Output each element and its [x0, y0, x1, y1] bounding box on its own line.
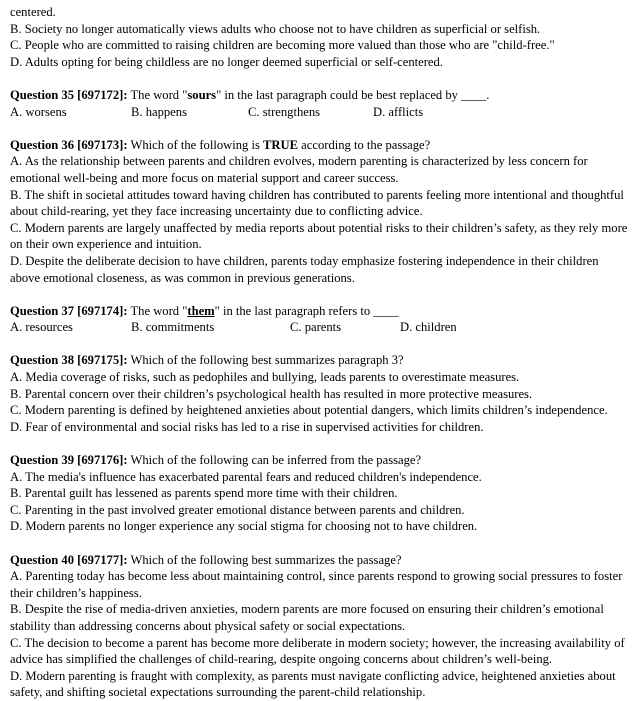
block-spacer [10, 535, 628, 552]
option-38-c[interactable]: C. Modern parenting is defined by heightened anxieties about potential dangers, which limits children’s independence. [10, 403, 608, 418]
question-keyword-35: sours [187, 87, 217, 102]
block-spacer [10, 435, 628, 452]
continuation-line: centered. [10, 5, 56, 19]
option-40-a[interactable]: A. Parenting today has become less about maintaining control, since parents respond to growing social pressures to foster their children’s happiness. [10, 569, 626, 600]
question-label-37: Question 37 [697174]: [10, 303, 128, 318]
question-text-38-pre: Which of the following best summarizes paragraph 3? [127, 353, 404, 368]
option-37-d[interactable]: D. children [400, 320, 457, 335]
option-c[interactable]: C. People who are committed to raising children are becoming more valued than those who are "child-free." [10, 38, 555, 53]
question-stem-36 [10, 137, 628, 154]
question-label-39: Question 39 [697176]: [10, 453, 128, 468]
question-text-36-post: according to the passage? [298, 137, 431, 152]
question-stem-37 [10, 303, 628, 320]
block-spacer [10, 336, 628, 353]
option-b[interactable]: B. Society no longer automatically views adults who choose not to have children as superficial or selfish. [10, 21, 541, 36]
options-row-35 [10, 104, 628, 121]
question-keyword-37: them [187, 303, 215, 318]
question-text-35-pre: The word " [127, 87, 188, 102]
question-stem-40 [10, 552, 628, 569]
option-40-c[interactable]: C. The decision to become a parent has become more deliberate in modern society; however, the increasing availability of advice has simplified the challenges of child-rearing, despite ongoing concerns about children’s well-being. [10, 635, 628, 667]
option-35-c[interactable]: C. strengthens [248, 104, 321, 119]
block-spacer [10, 120, 628, 137]
option-37-a[interactable]: A. resources [10, 320, 73, 335]
option-40-b[interactable]: B. Despite the rise of media-driven anxieties, modern parents are more focused on ensuring their children’s emotional stability than addressing concerns about physical safety or social expectations. [10, 602, 607, 633]
question-text-37-post: " in the last paragraph refers to ____ [214, 303, 399, 318]
question-keyword-36: TRUE [263, 137, 299, 152]
question-text-39-pre: Which of the following can be inferred from the passage? [127, 453, 422, 468]
option-39-b[interactable]: B. Parental guilt has lessened as parents spend more time with their children. [10, 486, 398, 501]
block-spacer [10, 286, 628, 303]
question-block-37 [10, 303, 628, 336]
question-text-40-pre: Which of the following best summarizes the passage? [127, 552, 402, 567]
question-stem-38 [10, 352, 628, 369]
question-block-35 [10, 87, 628, 120]
option-d[interactable]: D. Adults opting for being childless are no longer deemed superficial or self-centered. [10, 54, 443, 69]
option-40-d[interactable]: D. Modern parenting is fraught with complexity, as parents must navigate conflicting advice, heightened anxieties about safety, and shifting societal expectations surrounding the parent-child relationship. [10, 668, 619, 700]
option-38-a[interactable]: A. Media coverage of risks, such as pedophiles and bullying, leads parents to overestimate measures. [10, 370, 520, 385]
option-35-b[interactable]: B. happens [131, 104, 187, 119]
question-block-38 [10, 352, 628, 435]
question-label-40: Question 40 [697177]: [10, 552, 128, 567]
option-35-d[interactable]: D. afflicts [373, 104, 424, 119]
question-label-38: Question 38 [697175]: [10, 353, 128, 368]
option-38-d[interactable]: D. Fear of environmental and social risks has led to a rise in supervised activities for children. [10, 419, 484, 434]
question-block-40 [10, 552, 628, 701]
block-spacer [10, 70, 628, 87]
continuation-block [10, 4, 628, 70]
question-text-35-post: " in the last paragraph could be best replaced by ____. [216, 87, 490, 102]
option-37-c[interactable]: C. parents [290, 320, 342, 335]
option-39-a[interactable]: A. The media's influence has exacerbated parental fears and reduced children's independence. [10, 469, 482, 484]
question-stem-39 [10, 452, 628, 469]
option-35-a[interactable]: A. worsens [10, 104, 67, 119]
option-36-d[interactable]: D. Despite the deliberate decision to have children, parents today emphasize fostering independence in their children above emotional closeness, as was common in previous generations. [10, 253, 602, 285]
option-37-b[interactable]: B. commitments [131, 320, 215, 335]
options-row-37 [10, 319, 628, 336]
option-36-a[interactable]: A. As the relationship between parents and children evolves, modern parenting is characterized by less concern for emotional well-being and more focus on material support and career success. [10, 154, 591, 185]
option-38-b[interactable]: B. Parental concern over their children’s psychological health has resulted in more protective measures. [10, 386, 533, 401]
question-label-36: Question 36 [697173]: [10, 137, 128, 152]
option-36-c[interactable]: C. Modern parents are largely unaffected by media reports about potential risks to their children’s safety, as they rely more on their own experience and intuition. [10, 220, 631, 252]
question-block-39 [10, 452, 628, 535]
option-36-b[interactable]: B. The shift in societal attitudes toward having children has contributed to parents feeling more intentional and thoughtful about child-rearing, yet they face increasing uncertainty due to conflicting advice. [10, 187, 628, 219]
question-stem-35 [10, 87, 628, 104]
option-39-d[interactable]: D. Modern parents no longer experience any social stigma for choosing not to have children. [10, 519, 478, 534]
question-block-36 [10, 137, 631, 286]
question-text-36-pre: Which of the following is [127, 137, 264, 152]
question-text-37-pre: The word " [127, 303, 188, 318]
question-label-35: Question 35 [697172]: [10, 87, 128, 102]
option-39-c[interactable]: C. Parenting in the past involved greater emotional distance between parents and children. [10, 502, 465, 517]
